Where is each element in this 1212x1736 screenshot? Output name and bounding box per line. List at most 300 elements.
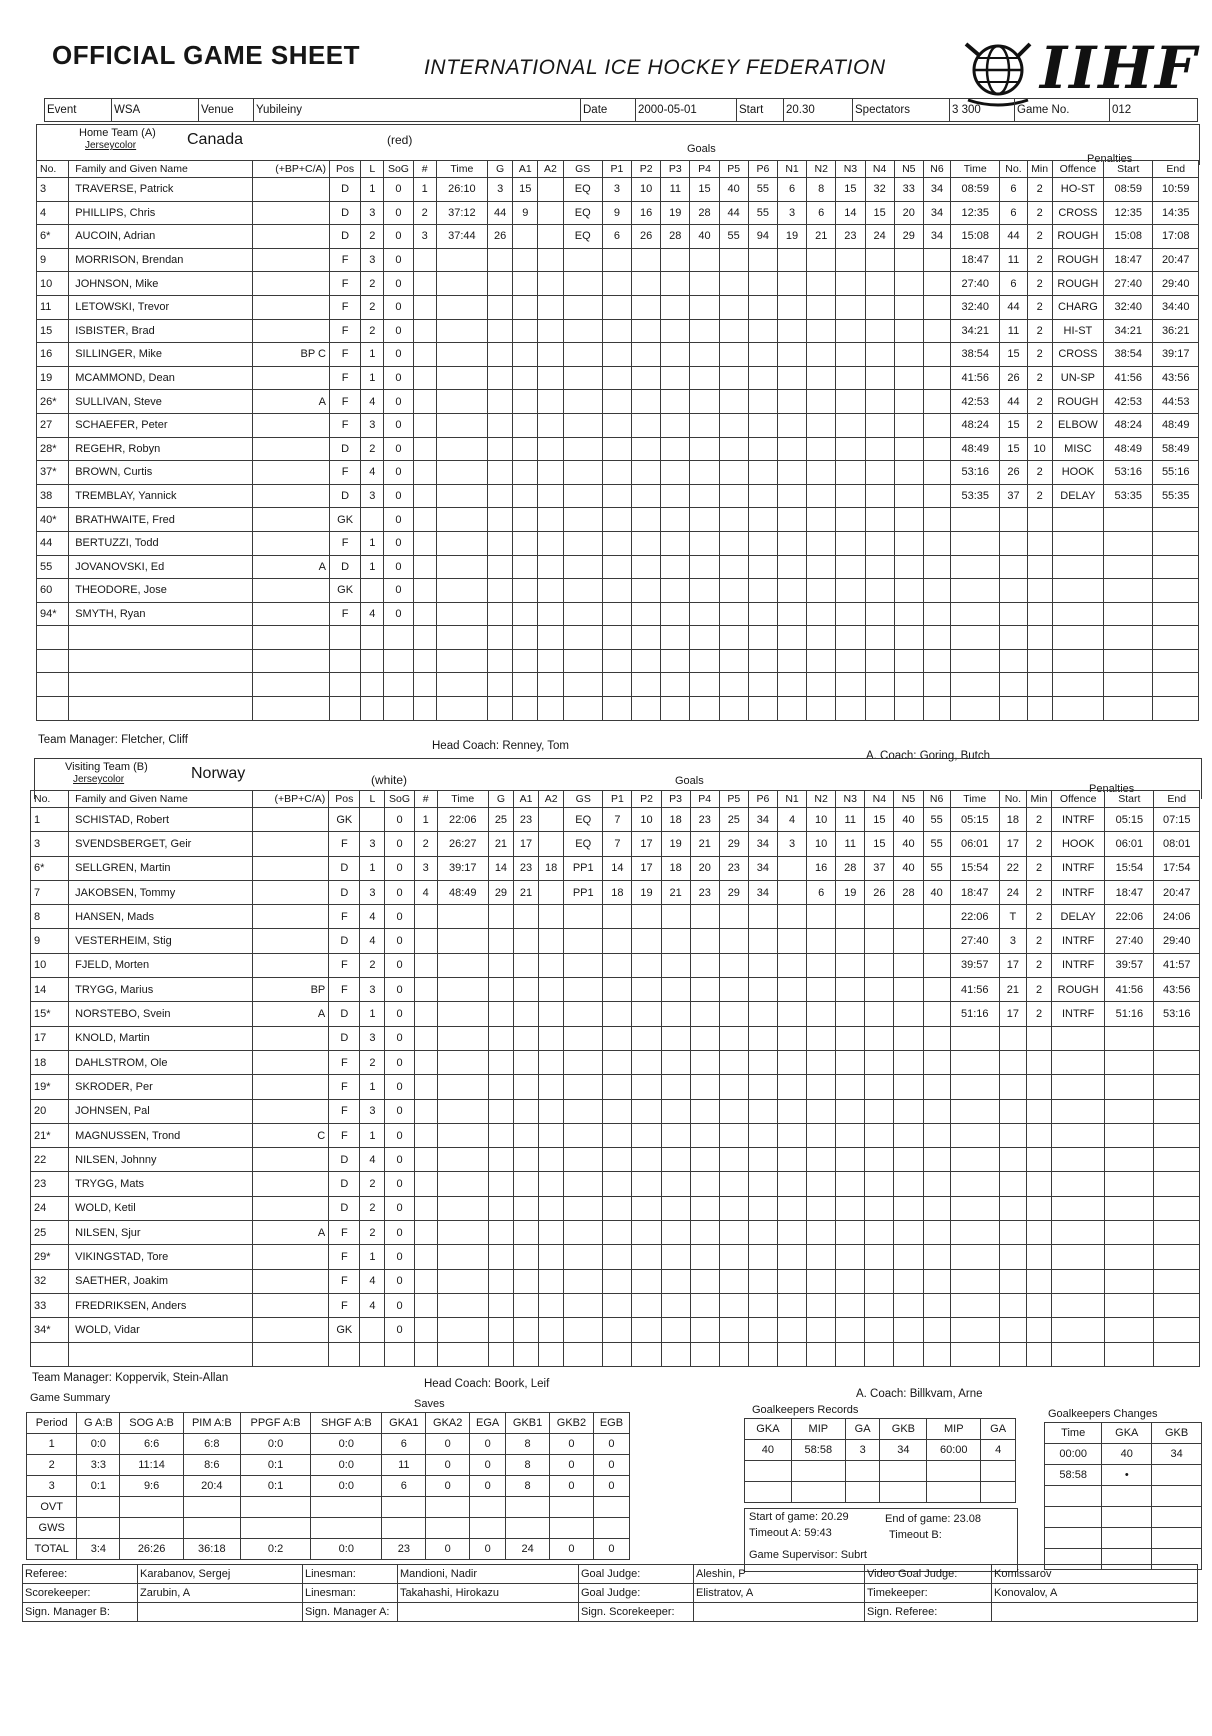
player-line: [361, 697, 384, 721]
player-number: 27: [37, 413, 69, 437]
penalty-cell: [1026, 1099, 1051, 1123]
goal-cell: [488, 1221, 513, 1245]
penalty-cell: 05:15: [950, 808, 999, 832]
goal-cell: [488, 413, 513, 437]
summary-cell: [470, 1497, 506, 1518]
goal-cell: [564, 1002, 603, 1026]
sign-manager-b-field[interactable]: [138, 1603, 303, 1622]
penalty-cell: 15: [1000, 343, 1027, 367]
player-row: [31, 929, 1200, 953]
goal-cell: [488, 626, 513, 650]
penalty-cell: MISC: [1052, 437, 1103, 461]
penalty-cell: [1000, 508, 1027, 532]
goal-cell: 40: [719, 178, 748, 202]
player-number: 16: [37, 343, 69, 367]
goal-cell: [894, 1026, 923, 1050]
penalty-cell: [1026, 1245, 1051, 1269]
goal-cell: [414, 1269, 437, 1293]
player-number: 9: [31, 929, 69, 953]
goal-cell: [807, 1269, 836, 1293]
goal-cell: 94: [748, 225, 777, 249]
summary-cell: 8: [506, 1455, 550, 1476]
penalty-cell: 06:01: [950, 832, 999, 856]
goal-cell: 33: [894, 178, 923, 202]
start-label: Start: [737, 99, 784, 122]
goal-cell: [777, 531, 806, 555]
player-sog: 0: [385, 1002, 414, 1026]
penalty-cell: 15:08: [951, 225, 1000, 249]
linesman2-name: Takahashi, Hirokazu: [398, 1584, 579, 1603]
goal-cell: 19: [661, 201, 690, 225]
penalty-cell: [1027, 555, 1052, 579]
goal-cell: 44: [719, 201, 748, 225]
player-role: [253, 673, 330, 697]
player-line: 2: [361, 437, 384, 461]
summary-col-header: PIM A:B: [183, 1413, 240, 1434]
goal-cell: 29: [719, 832, 748, 856]
gk-record-header: MIP: [927, 1419, 981, 1440]
goal-col-header: P3: [661, 791, 690, 808]
goal-cell: [690, 978, 719, 1002]
player-sog: 0: [384, 531, 413, 555]
goal-cell: [894, 602, 923, 626]
goal-cell: 10: [632, 178, 661, 202]
penalty-cell: [999, 1099, 1026, 1123]
goal-cell: [632, 1245, 661, 1269]
player-position: F: [330, 390, 361, 414]
penalty-cell: [1105, 1245, 1154, 1269]
penalty-cell: [951, 579, 1000, 603]
goal-cell: [836, 905, 865, 929]
penalty-cell: 2: [1027, 272, 1052, 296]
timeout-b: Timeout B:: [889, 1529, 942, 1541]
goal-cell: 24: [865, 225, 894, 249]
player-number: 21*: [31, 1123, 69, 1147]
player-position: D: [329, 856, 360, 880]
goal-cell: [777, 319, 806, 343]
goal-cell: 28: [661, 225, 690, 249]
player-role: A: [253, 390, 330, 414]
player-position: [330, 673, 361, 697]
summary-cell: [382, 1497, 426, 1518]
goal-cell: [807, 1002, 836, 1026]
summary-cell: 0: [593, 1455, 629, 1476]
visitor-team-name: Norway: [191, 765, 246, 782]
goal-cell: [836, 602, 865, 626]
goal-cell: [836, 1318, 865, 1342]
goal-cell: [894, 248, 923, 272]
player-line: 4: [360, 905, 385, 929]
goal-col-header: N4: [865, 161, 894, 178]
penalty-cell: 15:54: [950, 856, 999, 880]
goal-cell: [661, 508, 690, 532]
player-number: 23: [31, 1172, 69, 1196]
goal-cell: [661, 1148, 690, 1172]
goal-cell: [807, 1245, 836, 1269]
goal-cell: [748, 1342, 777, 1366]
gk-changes-title: Goalkeepers Changes: [1048, 1408, 1158, 1420]
goal-cell: 28: [894, 880, 923, 904]
goal-cell: [539, 1293, 564, 1317]
penalty-cell: 17:08: [1153, 225, 1199, 249]
summary-cell: 0: [550, 1455, 594, 1476]
player-row: [37, 579, 1199, 603]
goal-cell: 40: [894, 832, 923, 856]
penalty-cell: 41:56: [950, 978, 999, 1002]
goal-cell: [865, 953, 894, 977]
player-number: 34*: [31, 1318, 69, 1342]
goal-cell: [437, 1172, 488, 1196]
player-line: 1: [361, 366, 384, 390]
penalty-cell: [1104, 602, 1153, 626]
penalty-cell: 2: [1027, 225, 1052, 249]
goal-cell: [807, 1099, 836, 1123]
goal-cell: [632, 1002, 661, 1026]
goal-cell: [836, 413, 865, 437]
penalty-cell: 11: [1000, 248, 1027, 272]
player-number: 3: [37, 178, 69, 202]
summary-cell: [550, 1518, 594, 1539]
goal-cell: 14: [488, 856, 513, 880]
player-line: 3: [361, 484, 384, 508]
goal-cell: [777, 1026, 806, 1050]
player-position: GK: [329, 808, 360, 832]
player-role: [253, 626, 330, 650]
goal-cell: [413, 366, 436, 390]
penalty-cell: HO-ST: [1052, 178, 1103, 202]
goal-cell: [661, 319, 690, 343]
goal-cell: [719, 953, 748, 977]
gk-change-cell: [1045, 1507, 1102, 1528]
goal-cell: [719, 1026, 748, 1050]
penalty-cell: 17:54: [1154, 856, 1200, 880]
visitor-head-coach: Head Coach: Boork, Leif: [424, 1378, 550, 1390]
penalty-cell: [999, 1123, 1026, 1147]
penalty-col-header: Time: [951, 161, 1000, 178]
goal-cell: [807, 1075, 836, 1099]
player-role: [252, 953, 328, 977]
goal-cell: [661, 1123, 690, 1147]
player-row: [31, 1050, 1200, 1074]
penalty-cell: 55:35: [1153, 484, 1199, 508]
player-name: TRAVERSE, Patrick: [69, 178, 253, 202]
player-row: [31, 1148, 1200, 1172]
penalty-cell: [951, 697, 1000, 721]
penalty-cell: [1052, 1318, 1105, 1342]
player-line: 2: [360, 1050, 385, 1074]
goal-col-header: P4: [690, 161, 719, 178]
player-line: [360, 808, 385, 832]
goal-cell: [563, 531, 602, 555]
goal-cell: [777, 953, 806, 977]
goal-cell: [690, 905, 719, 929]
player-line: 3: [360, 978, 385, 1002]
penalty-cell: 22: [999, 856, 1026, 880]
goal-cell: [437, 1148, 488, 1172]
goal-col-header: N5: [894, 161, 923, 178]
penalty-cell: [1105, 1342, 1154, 1366]
goal-cell: 28: [836, 856, 865, 880]
goal-cell: 32: [865, 178, 894, 202]
goal-cell: [690, 1293, 719, 1317]
summary-cell: 0: [550, 1434, 594, 1455]
sign-referee-field[interactable]: [992, 1603, 1198, 1622]
penalty-cell: 17: [999, 1002, 1026, 1026]
goal-cell: [413, 531, 436, 555]
home-team-color: (red): [387, 133, 413, 147]
sign-manager-a-field[interactable]: [398, 1603, 579, 1622]
goal-cell: [690, 366, 719, 390]
goal-col-header: P4: [690, 791, 719, 808]
player-role: C: [252, 1123, 328, 1147]
goal-cell: [807, 343, 836, 367]
goal-cell: [836, 366, 865, 390]
player-line: 4: [360, 1293, 385, 1317]
goal-cell: [836, 484, 865, 508]
summary-cell: 0: [470, 1434, 506, 1455]
goal-cell: [719, 1172, 748, 1196]
goal-cell: [413, 649, 436, 673]
event-label: Event: [45, 99, 112, 122]
goal-cell: [923, 626, 950, 650]
penalty-cell: 2: [1027, 390, 1052, 414]
penalty-col-header: Offence: [1052, 161, 1103, 178]
penalty-cell: 3: [999, 929, 1026, 953]
penalty-cell: [1026, 1026, 1051, 1050]
penalty-cell: DELAY: [1052, 484, 1103, 508]
goal-cell: [513, 225, 538, 249]
summary-header-row: [27, 1413, 630, 1434]
player-row: [37, 295, 1199, 319]
penalty-cell: 2: [1027, 295, 1052, 319]
goal-cell: [539, 1075, 564, 1099]
penalty-cell: 2: [1026, 880, 1051, 904]
player-role: [253, 484, 330, 508]
goal-cell: [836, 1002, 865, 1026]
player-line: 1: [360, 856, 385, 880]
player-sog: 0: [385, 1050, 414, 1074]
player-role: [252, 1026, 328, 1050]
penalty-cell: [1027, 649, 1052, 673]
goal-judge2-name: Elistratov, A: [694, 1584, 865, 1603]
goal-cell: [777, 1050, 806, 1074]
goal-cell: [690, 531, 719, 555]
goal-cell: [836, 579, 865, 603]
penalty-cell: [1153, 697, 1199, 721]
player-role: [253, 178, 330, 202]
sign-manager-a-label: Sign. Manager A:: [303, 1603, 398, 1622]
goal-cell: [538, 484, 563, 508]
goal-cell: [923, 1293, 950, 1317]
goal-cell: [807, 1318, 836, 1342]
goal-cell: [894, 1318, 923, 1342]
summary-cell: 0: [470, 1455, 506, 1476]
goal-cell: [807, 1026, 836, 1050]
player-position: D: [329, 1196, 360, 1220]
player-number: 10: [31, 953, 69, 977]
spectators-label: Spectators: [853, 99, 950, 122]
penalty-cell: 39:57: [950, 953, 999, 977]
goal-cell: [807, 626, 836, 650]
player-row: [31, 1269, 1200, 1293]
goal-cell: [719, 697, 748, 721]
game-no-value: 012: [1110, 99, 1198, 122]
goal-cell: [923, 319, 950, 343]
goal-cell: [865, 248, 894, 272]
goal-cell: [603, 1342, 632, 1366]
goal-cell: [836, 390, 865, 414]
goal-cell: [690, 508, 719, 532]
timeout-a: Timeout A: 59:43: [749, 1527, 832, 1539]
player-name: BROWN, Curtis: [69, 461, 253, 485]
goal-cell: [894, 1123, 923, 1147]
goal-cell: [414, 1002, 437, 1026]
goal-cell: [513, 1342, 538, 1366]
summary-cell: 0:0: [311, 1476, 382, 1497]
penalty-cell: [1154, 1050, 1200, 1074]
penalty-cell: [950, 1318, 999, 1342]
goal-cell: [865, 437, 894, 461]
goal-cell: [414, 1172, 437, 1196]
summary-cell: [470, 1518, 506, 1539]
visitor-team-color: (white): [371, 773, 408, 787]
goal-cell: [413, 390, 436, 414]
col-no-header: No.: [31, 791, 69, 808]
player-name: HANSEN, Mads: [69, 905, 253, 929]
goal-cell: [436, 437, 487, 461]
goal-cell: [923, 953, 950, 977]
goal-cell: 25: [719, 808, 748, 832]
goal-cell: 15: [865, 808, 894, 832]
penalty-cell: [1000, 602, 1027, 626]
goal-cell: [894, 319, 923, 343]
penalty-cell: ELBOW: [1052, 413, 1103, 437]
penalty-cell: [999, 1172, 1026, 1196]
goal-cell: [632, 697, 661, 721]
goal-cell: 14: [836, 201, 865, 225]
player-number: 25: [31, 1221, 69, 1245]
goal-cell: 9: [602, 201, 631, 225]
goal-cell: [865, 1342, 894, 1366]
goal-cell: [661, 390, 690, 414]
penalty-cell: 22:06: [1105, 905, 1154, 929]
player-position: F: [329, 1050, 360, 1074]
goal-cell: [488, 555, 513, 579]
goal-cell: [538, 697, 563, 721]
penalty-cell: 34:21: [1104, 319, 1153, 343]
goal-cell: [748, 1050, 777, 1074]
goal-cell: [513, 343, 538, 367]
goal-cell: [923, 978, 950, 1002]
goal-cell: [538, 295, 563, 319]
penalty-cell: 39:57: [1105, 953, 1154, 977]
goal-cell: [538, 178, 563, 202]
goal-cell: [923, 555, 950, 579]
goal-cell: [513, 366, 538, 390]
penalty-col-header: Time: [950, 791, 999, 808]
goal-cell: [690, 437, 719, 461]
goal-cell: [923, 579, 950, 603]
summary-cell: 0:0: [240, 1434, 310, 1455]
player-row: [37, 531, 1199, 555]
penalty-cell: [1026, 1050, 1051, 1074]
player-line: [361, 673, 384, 697]
goal-cell: [661, 413, 690, 437]
goal-cell: [719, 1293, 748, 1317]
goal-cell: [777, 1148, 806, 1172]
goal-cell: [865, 461, 894, 485]
penalty-cell: [950, 1293, 999, 1317]
goal-cell: [894, 461, 923, 485]
goal-cell: [436, 272, 487, 296]
goal-cell: [603, 1293, 632, 1317]
goal-cell: [603, 1050, 632, 1074]
goal-cell: [539, 1026, 564, 1050]
player-sog: 0: [384, 319, 413, 343]
goal-cell: [719, 1123, 748, 1147]
goal-cell: [748, 248, 777, 272]
linesman1-label: Linesman:: [303, 1565, 398, 1584]
goal-cell: [923, 508, 950, 532]
player-role: [252, 1050, 328, 1074]
goal-cell: [602, 461, 631, 485]
goal-cell: [436, 602, 487, 626]
player-name: JOHNSON, Mike: [69, 272, 253, 296]
goal-cell: [563, 697, 602, 721]
goal-cell: [865, 1196, 894, 1220]
penalty-col-header: Min: [1027, 161, 1052, 178]
summary-cell: [550, 1497, 594, 1518]
goal-cell: [632, 555, 661, 579]
goal-cell: [690, 295, 719, 319]
player-position: F: [330, 602, 361, 626]
goal-col-header: G: [488, 791, 513, 808]
goal-cell: [923, 1075, 950, 1099]
goal-cell: [865, 508, 894, 532]
goal-cell: [719, 272, 748, 296]
penalty-cell: [1052, 1026, 1105, 1050]
goal-cell: [690, 390, 719, 414]
sign-scorekeeper-field[interactable]: [694, 1603, 865, 1622]
player-name: SMYTH, Ryan: [69, 602, 253, 626]
goal-cell: [488, 697, 513, 721]
player-role: [252, 1293, 328, 1317]
penalty-cell: 26: [1000, 461, 1027, 485]
goal-cell: [603, 929, 632, 953]
player-row: [37, 366, 1199, 390]
goal-cell: [513, 626, 538, 650]
goal-cell: [563, 248, 602, 272]
player-number: 9: [37, 248, 69, 272]
summary-col-header: GKA2: [426, 1413, 470, 1434]
goal-cell: [719, 579, 748, 603]
player-number: 11: [37, 295, 69, 319]
goal-cell: [777, 1245, 806, 1269]
player-number: 94*: [37, 602, 69, 626]
goal-cell: 29: [894, 225, 923, 249]
penalty-cell: [1026, 1318, 1051, 1342]
goal-cell: 22:06: [437, 808, 488, 832]
goal-cell: [413, 484, 436, 508]
goal-cell: [632, 366, 661, 390]
player-line: 3: [360, 1026, 385, 1050]
player-sog: 0: [385, 1196, 414, 1220]
summary-cell: 26:26: [120, 1539, 183, 1560]
player-name: [69, 1342, 253, 1366]
goal-cell: 21: [807, 225, 836, 249]
goal-cell: [413, 626, 436, 650]
goal-cell: 23: [690, 808, 719, 832]
